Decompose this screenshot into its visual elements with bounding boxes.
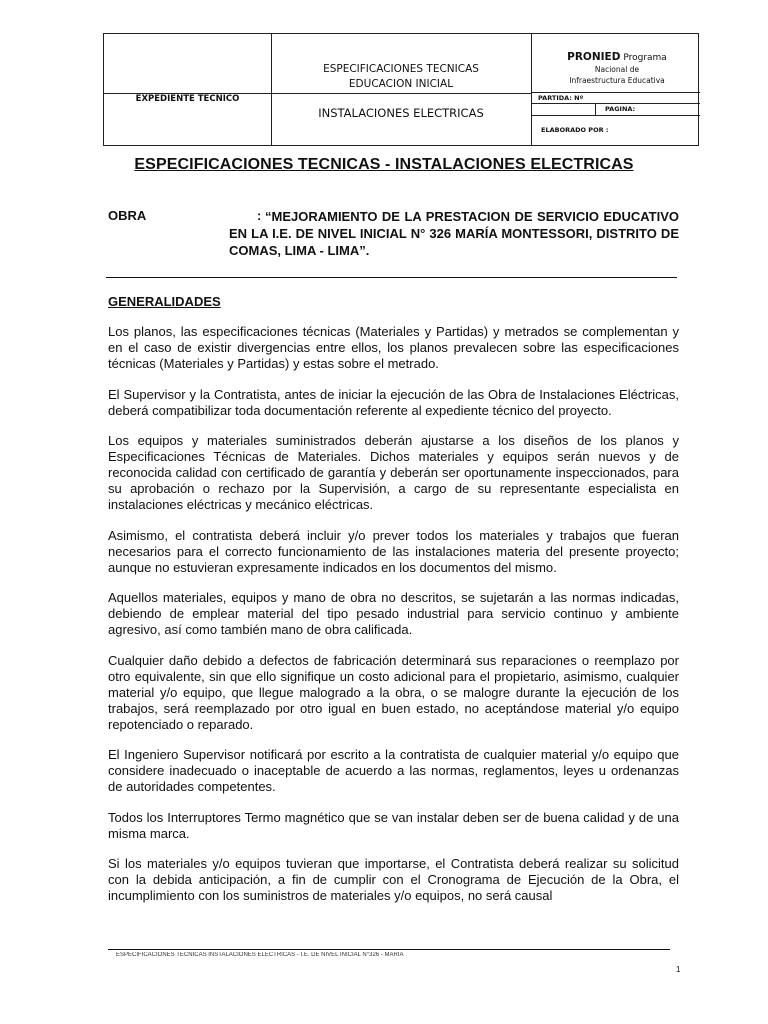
header-spec-line1: ESPECIFICACIONES TECNICAS (323, 63, 479, 75)
document-header-table (103, 33, 699, 146)
header-elaborado: ELABORADO POR : (541, 126, 609, 134)
obra-text: “MEJORAMIENTO DE LA PRESTACION DE SERVICIO EDUCATIVO EN LA I.E. DE NIVEL INICIAL N° 326 MARÍA MONTESSORI, DISTRITO DE COMAS, LIMA - LIMA”. (229, 209, 679, 258)
body-paragraph: El Ingeniero Supervisor notificará por escrito a la contratista de cualquier material y/o equipo que considere inadecuado o inaceptable de acuerdo a las normas, reglamentos, leyes u ordenanzas de autoridades competentes. (108, 747, 679, 794)
header-spec-line2: EDUCACION INICIAL (348, 78, 454, 90)
header-pronied: PRONIED (567, 51, 621, 63)
obra-label: OBRA (108, 208, 147, 223)
separator-line (106, 277, 677, 278)
header-nacional: Nacional de (594, 65, 640, 74)
page-number: 1 (676, 965, 681, 974)
body-paragraph: Asimismo, el contratista deberá incluir y/o prever todos los materiales y trabajos que fueran necesarios para el correcto funcionamiento de las instalaciones materia del presente proyecto; aunque no estuvieran expresamente indicados en los documentos del mismo. (108, 527, 679, 575)
header-infraestructura: Infraestructura Educativa (569, 76, 665, 85)
body-paragraph: Si los materiales y/o equipos tuvieran que importarse, el Contratista deberá realizar su solicitud con la debida anticipación, a fin de cumplir con el Cronograma de Ejecución de la Obra, el incumplimiento con los suministros de materiales y/o equipos, no será causal (108, 856, 679, 903)
footer-line (108, 949, 670, 950)
header-expediente: EXPEDIENTE TECNICO (135, 94, 240, 104)
document-title: ESPECIFICACIONES TECNICAS - INSTALACIONES ELECTRICAS (134, 156, 634, 173)
header-instalaciones: INSTALACIONES ELECTRICAS (318, 106, 484, 120)
body-paragraph: Los planos, las especificaciones técnicas (Materiales y Partidas) y metrados se complementan y en el caso de existir divergencias entre ellos, los planos prevalecen sobre las especificaciones técnicas (Materiales y Partidas) y estas sobre el metrado. (108, 324, 679, 371)
header-partida: PARTIDA: Nº (538, 94, 584, 102)
header-divider (531, 103, 700, 104)
header-programa: Programa (623, 53, 667, 63)
header-pagina: PAGINA: (605, 105, 636, 113)
footer-text: ESPECIFICACIONES TECNICAS INSTALACIONES ELECTRICAS - I.E. DE NIVEL INICIAL N°326 - MARIA (116, 952, 404, 958)
body-paragraph: El Supervisor y la Contratista, antes de iniciar la ejecución de las Obra de Instalaciones Eléctricas, deberá compatibilizar toda documentación referente al expediente técnico del proyecto. (108, 386, 679, 418)
body-paragraph: Los equipos y materiales suministrados deberán ajustarse a los diseños de los planos y Especificaciones Técnicas de Materiales. Dichos materiales y equipos serán nuevos y de reconocida calidad con certificado de garantía y deberán ser oportunamente inspeccionados, para su aprobación o rechazo por la Supervisión, a cargo de su representante especialista en instalaciones eléctricas y mecánico eléctricas. (108, 433, 679, 512)
body-paragraph: Todos los Interruptores Termo magnético que se van instalar deben ser de buena calidad y de una misma marca. (108, 809, 679, 841)
header-divider (531, 92, 700, 93)
body-paragraph: Aquellos materiales, equipos y mano de obra no descritos, se sujetarán a las normas indicadas, debiendo de emplear material del tipo pesado industrial para servicio continuo y ambiente agresivo, así como también mano de obra calificada. (108, 590, 679, 637)
header-divider (531, 34, 532, 145)
section-heading: GENERALIDADES (108, 294, 221, 309)
document-body (108, 324, 679, 919)
header-pronied-line (534, 52, 700, 64)
obra-colon: : (257, 208, 262, 223)
body-paragraph: Cualquier daño debido a defectos de fabricación determinará sus reparaciones o reemplazo por otro equivalente, sin que ello signifique un costo adicional para el propietario, asimismo, cualquier material y/o equipo, que llegue malogrado a la obra, o se malogre durante la ejecución de los trabajos, será reemplazado por otro igual en buen estado, no aceptándose material y/o equipo repotenciado o reparado. (108, 652, 679, 732)
header-divider (531, 115, 700, 116)
header-divider (595, 103, 596, 115)
